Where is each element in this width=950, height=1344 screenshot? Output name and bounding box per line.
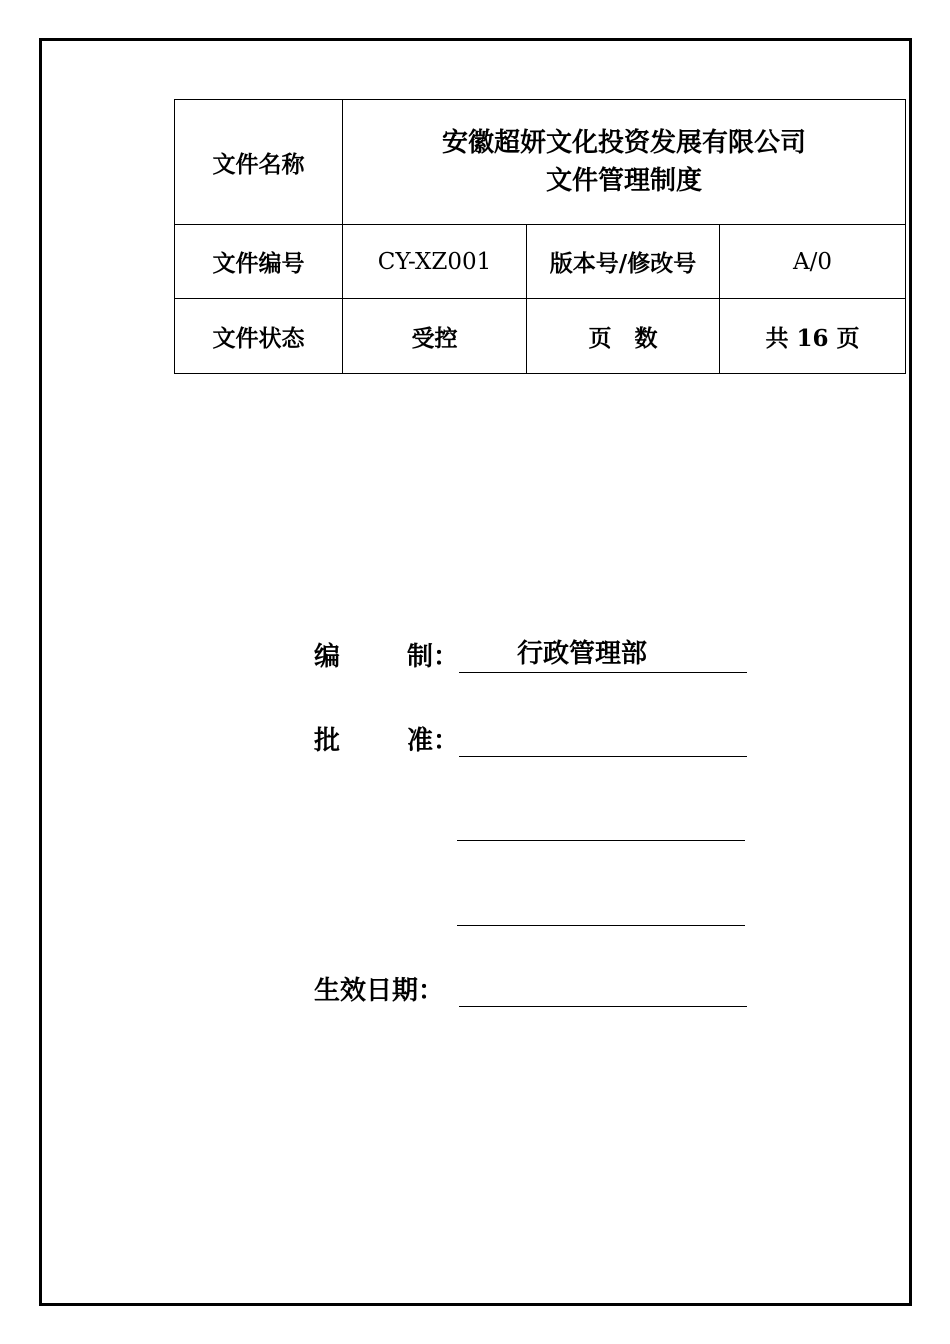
- document-title-line2: 文件管理制度: [545, 166, 702, 196]
- compiled-by-label-part1: 编: [314, 642, 341, 672]
- effective-date-label: 生效日期：: [314, 976, 445, 1006]
- page-count-value: 共 16 页: [720, 299, 906, 374]
- blank-signature-line[interactable]: [457, 840, 745, 841]
- approved-by-label: [314, 720, 459, 757]
- document-info-table: [174, 99, 906, 374]
- compiled-by-row: [314, 635, 747, 673]
- file-status-value: 受控: [343, 299, 527, 374]
- effective-date-row: [314, 969, 747, 1007]
- table-row: [175, 100, 906, 225]
- effective-date-value[interactable]: [459, 969, 747, 1007]
- file-number-value: CY-XZ001: [343, 225, 527, 299]
- version-value: A/0: [720, 225, 906, 299]
- compiled-by-value[interactable]: 行政管理部: [459, 635, 747, 673]
- blank-signature-line[interactable]: [457, 925, 745, 926]
- compiled-by-label: [314, 636, 459, 673]
- file-status-label: 文件状态: [175, 299, 343, 374]
- page-count-label: 页 数: [527, 299, 720, 374]
- file-name-label: 文件名称: [175, 100, 343, 225]
- approved-by-value[interactable]: [459, 719, 747, 757]
- document-title: [343, 100, 906, 225]
- approved-by-label-part2: 准：: [406, 726, 459, 756]
- version-label: 版本号/修改号: [527, 225, 720, 299]
- document-title-line1: 安徽超妍文化投资发展有限公司: [441, 128, 806, 158]
- table-row: [175, 225, 906, 299]
- table-row: [175, 299, 906, 374]
- approved-by-row: [314, 719, 747, 757]
- compiled-by-label-part2: 制：: [406, 642, 459, 672]
- file-number-label: 文件编号: [175, 225, 343, 299]
- approved-by-label-part1: 批: [314, 726, 341, 756]
